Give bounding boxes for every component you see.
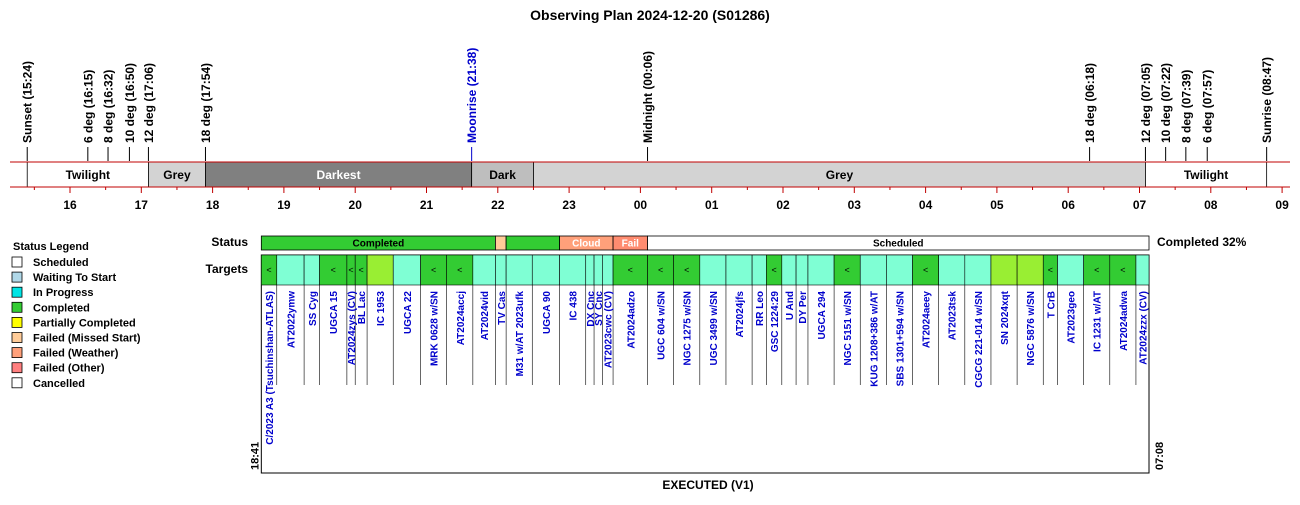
target-name: UGCA 90 bbox=[541, 291, 553, 334]
legend-label: Waiting To Start bbox=[33, 272, 117, 285]
legend-label: Scheduled bbox=[33, 257, 89, 269]
status-segment bbox=[506, 236, 559, 250]
axis-tick-label: 08 bbox=[1204, 198, 1218, 212]
axis-tick-label: 23 bbox=[562, 198, 576, 212]
target-name: IC 1953 bbox=[376, 291, 388, 327]
target-mark: < bbox=[684, 265, 690, 275]
axis-tick-label: 19 bbox=[277, 198, 291, 212]
footer-label: EXECUTED (V1) bbox=[662, 478, 754, 492]
status-segment-label: Completed bbox=[352, 238, 405, 250]
event-label: 8 deg (07:39) bbox=[1179, 69, 1194, 143]
target-block bbox=[726, 255, 752, 285]
legend-swatch bbox=[12, 333, 22, 343]
target-mark: < bbox=[771, 265, 777, 275]
target-name: T CrB bbox=[1046, 291, 1058, 319]
legend-label: Failed (Other) bbox=[33, 362, 105, 375]
target-block bbox=[473, 255, 496, 285]
legend-swatch bbox=[12, 302, 22, 312]
target-name: AT2024aeey bbox=[921, 291, 933, 349]
sky-band-label: Dark bbox=[489, 168, 516, 182]
plan-end-time: 07:08 bbox=[1154, 441, 1167, 470]
target-name: RR Leo bbox=[755, 291, 767, 326]
target-name: AT2023tsk bbox=[947, 291, 959, 341]
target-block bbox=[602, 255, 613, 285]
axis-tick-label: 02 bbox=[776, 198, 790, 212]
status-segment-label: Cloud bbox=[572, 238, 601, 250]
event-label: 10 deg (07:22) bbox=[1159, 62, 1174, 143]
sky-band-label: Grey bbox=[825, 168, 854, 182]
target-mark: < bbox=[1047, 265, 1054, 275]
legend-label: Cancelled bbox=[33, 377, 85, 390]
status-legend bbox=[12, 241, 141, 390]
target-mark: < bbox=[922, 265, 929, 275]
legend-label: Partially Completed bbox=[33, 317, 136, 330]
target-block bbox=[1136, 255, 1149, 285]
target-name: UGC 3499 w/SN bbox=[708, 291, 720, 366]
target-block bbox=[700, 255, 726, 285]
event-label: 8 deg (16:32) bbox=[101, 69, 116, 143]
target-block bbox=[1058, 255, 1084, 285]
sky-band-label: Twilight bbox=[1183, 168, 1229, 182]
axis-tick-label: 00 bbox=[633, 198, 648, 212]
target-name: AT2024jfs bbox=[735, 291, 747, 338]
legend-swatch bbox=[12, 287, 22, 297]
target-block bbox=[277, 255, 304, 285]
target-name: AT2024zzx (CV) bbox=[1138, 291, 1150, 365]
target-mark: < bbox=[1094, 265, 1100, 275]
axis-tick-label: 09 bbox=[1275, 198, 1289, 212]
target-name: AT2023cwc (CV) bbox=[603, 291, 615, 369]
target-name: TV Cas bbox=[496, 291, 508, 325]
event-label: 18 deg (06:18) bbox=[1083, 62, 1098, 143]
target-block bbox=[495, 255, 506, 285]
target-block bbox=[808, 255, 834, 285]
legend-swatch bbox=[12, 363, 22, 373]
target-name: AT2024accj bbox=[455, 291, 467, 346]
legend-swatch bbox=[12, 378, 22, 388]
target-block bbox=[796, 255, 808, 285]
target-block bbox=[782, 255, 796, 285]
target-block bbox=[393, 255, 420, 285]
target-name: U And bbox=[784, 291, 796, 321]
axis-tick-label: 01 bbox=[705, 198, 719, 212]
target-name: NGC 5151 w/SN bbox=[843, 291, 855, 366]
status-segment-label: Scheduled bbox=[872, 238, 924, 250]
target-name: SN 2024xqt bbox=[1000, 291, 1012, 345]
event-label: Midnight (00:06) bbox=[641, 51, 656, 143]
axis-tick-label: 07 bbox=[1132, 198, 1147, 212]
status-row bbox=[211, 235, 1246, 250]
sky-bands bbox=[10, 162, 1290, 187]
target-name: AT2022ymw bbox=[286, 291, 298, 349]
axis-tick-label: 18 bbox=[205, 198, 220, 212]
targets-frame bbox=[261, 255, 1149, 473]
targets-row bbox=[206, 255, 1166, 473]
event-label: Sunset (15:24) bbox=[20, 60, 35, 143]
legend-label: Failed (Missed Start) bbox=[33, 332, 141, 345]
target-name: AT2024zys (CV) bbox=[347, 291, 359, 366]
target-name: BL Lac bbox=[357, 291, 369, 325]
target-mark: < bbox=[627, 265, 633, 275]
axis-tick-label: 03 bbox=[847, 198, 861, 212]
axis-tick-label: 16 bbox=[63, 198, 77, 212]
target-block bbox=[991, 255, 1017, 285]
event-label: 12 deg (17:06) bbox=[141, 62, 156, 143]
target-block bbox=[367, 255, 393, 285]
target-block bbox=[860, 255, 886, 285]
legend-swatch bbox=[12, 257, 22, 267]
target-block bbox=[1017, 255, 1043, 285]
target-name: DX Cnc bbox=[585, 291, 597, 327]
target-name: UGC 604 w/SN bbox=[656, 291, 668, 360]
target-mark: < bbox=[457, 265, 463, 275]
event-label: 6 deg (07:57) bbox=[1200, 69, 1215, 143]
axis-tick-label: 21 bbox=[419, 198, 434, 212]
target-name: UGCA 294 bbox=[817, 291, 829, 340]
target-block bbox=[752, 255, 766, 285]
target-name: GSC 1224:29 bbox=[770, 291, 782, 353]
target-name: IC 1231 w/AT bbox=[1092, 291, 1104, 352]
axis-tick-label: 04 bbox=[918, 198, 933, 212]
target-mark: < bbox=[844, 265, 850, 275]
target-name: UGCA 22 bbox=[402, 291, 414, 334]
target-name: AT2024adwa bbox=[1118, 291, 1130, 351]
status-segment-label: Fail bbox=[621, 238, 639, 250]
target-name: NGC 1275 w/SN bbox=[682, 291, 694, 366]
axis-tick-label: 22 bbox=[491, 198, 505, 212]
event-label: 6 deg (16:15) bbox=[81, 69, 96, 143]
sky-band-label: Twilight bbox=[65, 168, 111, 182]
status-row-label: Status bbox=[211, 235, 248, 249]
target-mark: < bbox=[657, 265, 664, 275]
target-mark: < bbox=[348, 265, 354, 275]
target-block bbox=[304, 255, 319, 285]
target-block bbox=[586, 255, 594, 285]
event-label: 12 deg (07:05) bbox=[1138, 62, 1153, 143]
target-block bbox=[886, 255, 912, 285]
target-block bbox=[560, 255, 586, 285]
target-mark: < bbox=[266, 265, 272, 275]
axis-tick-label: 06 bbox=[1061, 198, 1075, 212]
target-block bbox=[965, 255, 991, 285]
legend-swatch bbox=[12, 272, 22, 282]
target-name: DY Per bbox=[798, 291, 810, 324]
sky-events bbox=[21, 48, 1274, 161]
sky-band-label: Grey bbox=[163, 168, 191, 182]
target-block bbox=[506, 255, 532, 285]
target-name: MRK 0628 w/SN bbox=[429, 291, 441, 367]
axis-tick-label: 20 bbox=[348, 198, 362, 212]
event-label: Sunrise (08:47) bbox=[1260, 56, 1275, 143]
target-block bbox=[532, 255, 559, 285]
axis-tick-label: 17 bbox=[134, 198, 148, 212]
target-name: NGC 5876 w/SN bbox=[1026, 291, 1038, 366]
plan-start-time: 18:41 bbox=[249, 441, 262, 470]
target-mark: < bbox=[430, 265, 437, 275]
target-name: SBS 1301+594 w/SN bbox=[895, 291, 907, 387]
legend-label: In Progress bbox=[33, 287, 94, 300]
axis-tick-label: 05 bbox=[990, 198, 1004, 212]
target-name: M31 w/AT 2023ufk bbox=[515, 291, 527, 377]
targets-row-label: Targets bbox=[205, 262, 248, 276]
target-name: AT2024vid bbox=[480, 291, 492, 341]
target-name: C/2023 A3 (Tsuchinshan-ATLAS) bbox=[265, 291, 277, 445]
event-label: 10 deg (16:50) bbox=[122, 62, 137, 143]
target-name: SS Cyg bbox=[307, 291, 319, 327]
target-name: CGCG 221-014 w/SN bbox=[973, 291, 985, 388]
event-label: Moonrise (21:38) bbox=[465, 47, 480, 143]
chart-title: Observing Plan 2024-12-20 (S01286) bbox=[530, 7, 770, 23]
target-name: AT2024adzo bbox=[626, 291, 638, 349]
target-name: KUG 1208+386 w/AT bbox=[869, 291, 881, 387]
time-axis bbox=[34, 187, 1289, 212]
target-block bbox=[939, 255, 965, 285]
completed-percent: Completed 32% bbox=[1157, 235, 1247, 249]
target-name: IC 438 bbox=[568, 291, 580, 321]
status-segment bbox=[495, 236, 506, 250]
target-mark: < bbox=[1120, 265, 1126, 275]
event-label: 18 deg (17:54) bbox=[198, 62, 213, 143]
legend-label: Failed (Weather) bbox=[33, 347, 119, 360]
legend-swatch bbox=[12, 317, 22, 327]
legend-swatch bbox=[12, 348, 22, 358]
target-name: AT2023geo bbox=[1066, 291, 1078, 344]
legend-label: Completed bbox=[33, 302, 90, 315]
sky-band-label: Darkest bbox=[316, 168, 361, 182]
target-name: SY Cnc bbox=[594, 291, 606, 326]
target-name: UGCA 15 bbox=[329, 291, 341, 334]
legend-title: Status Legend bbox=[13, 241, 89, 253]
target-block bbox=[594, 255, 602, 285]
target-mark: < bbox=[330, 265, 336, 275]
target-mark: < bbox=[358, 265, 364, 275]
